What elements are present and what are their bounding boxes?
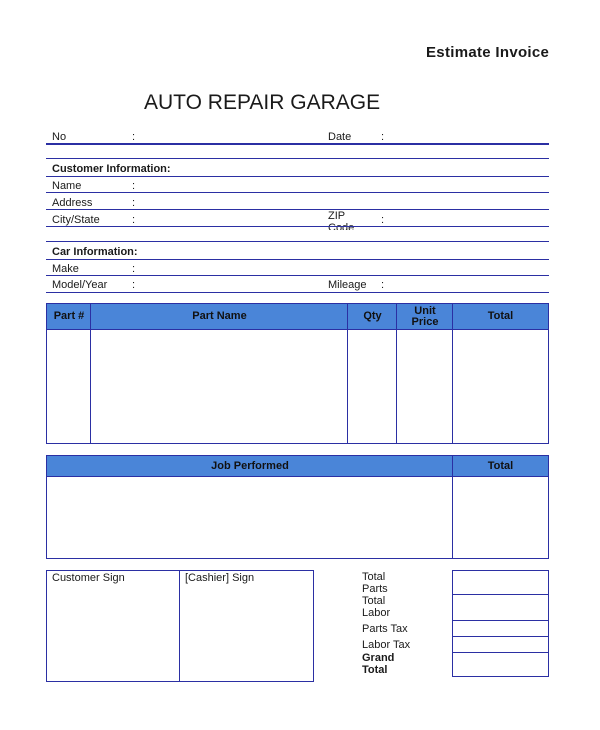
grand-total-value-box: [452, 652, 549, 677]
job-table-header: [46, 455, 549, 477]
document-type-label: Estimate Invoice: [426, 44, 550, 61]
customer-sign-box: [46, 570, 180, 682]
car-rule-3: [46, 292, 549, 293]
customer-rule-2: [46, 192, 549, 193]
cashier-sign-box: [179, 570, 314, 682]
total-parts-value-box: [452, 570, 549, 595]
col-unit-price: Unit Price: [411, 304, 439, 328]
parts-divider-3: [396, 303, 397, 444]
grand-total-label: Grand Total: [362, 652, 395, 676]
mileage-label: Mileage: [328, 279, 367, 291]
cashier-sign-label: [Cashier] Sign: [185, 572, 255, 584]
labor-tax-label: Labor Tax: [362, 639, 411, 651]
model-year-colon: :: [132, 279, 136, 291]
date-label: Date: [328, 131, 352, 143]
parts-tax-value-box: [452, 620, 549, 637]
labor-tax-value-box: [452, 636, 549, 653]
col-job-performed: Job Performed: [211, 459, 289, 472]
parts-table-header: [46, 303, 549, 330]
city-state-label: City/State: [52, 214, 100, 226]
zip-code-label: ZIP Code: [328, 210, 355, 230]
page-title: AUTO REPAIR GARAGE: [144, 91, 381, 114]
name-colon: :: [132, 180, 136, 192]
col-part-name: Part Name: [192, 310, 247, 322]
car-rule-1: [46, 259, 549, 260]
customer-top-rule: [46, 158, 549, 159]
date-colon: :: [381, 131, 385, 143]
no-label: No: [52, 131, 67, 143]
city-state-colon: :: [132, 214, 136, 226]
col-job-total: Total: [487, 459, 514, 472]
address-label: Address: [52, 197, 93, 209]
make-colon: :: [132, 263, 136, 275]
parts-tax-label: Parts Tax: [362, 623, 408, 635]
customer-section-label: Customer Information:: [52, 163, 171, 175]
make-label: Make: [52, 263, 79, 275]
parts-divider-4: [452, 303, 453, 444]
car-top-rule: [46, 241, 549, 242]
total-parts-label: Total Parts: [362, 571, 388, 595]
address-colon: :: [132, 197, 136, 209]
car-section-label: Car Information:: [52, 246, 138, 258]
col-part-no: Part #: [53, 310, 85, 322]
total-labor-label: Total Labor: [362, 595, 391, 619]
parts-divider-1: [90, 303, 91, 444]
car-rule-2: [46, 275, 549, 276]
mileage-colon: :: [381, 279, 385, 291]
zip-colon: :: [381, 214, 385, 226]
job-divider: [452, 455, 453, 559]
customer-rule-4: [46, 226, 549, 227]
col-qty: Qty: [363, 310, 382, 322]
total-labor-value-box: [452, 594, 549, 621]
model-year-label: Model/Year: [52, 279, 108, 291]
no-colon: :: [132, 131, 136, 143]
name-label: Name: [52, 180, 82, 192]
parts-divider-2: [347, 303, 348, 444]
no-date-rule: [46, 143, 549, 145]
customer-rule-3: [46, 209, 549, 210]
customer-rule-1: [46, 176, 549, 177]
customer-sign-label: Customer Sign: [52, 572, 125, 584]
col-total: Total: [487, 310, 514, 322]
